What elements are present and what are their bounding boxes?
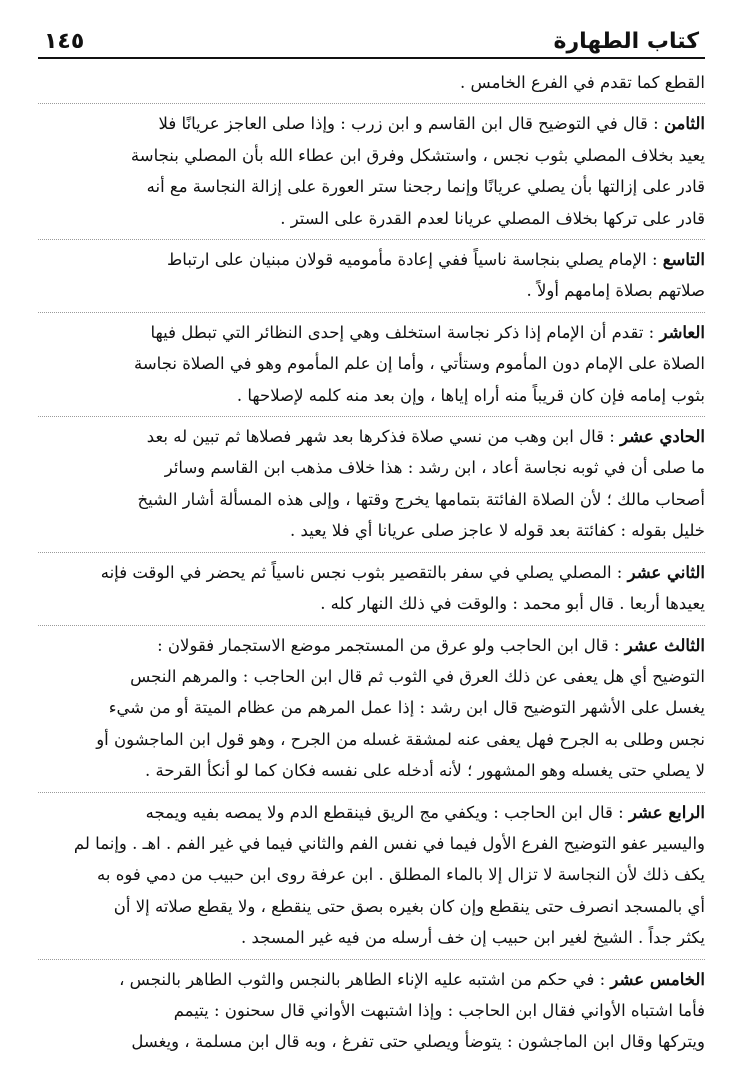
paragraph-label: التاسع: [662, 250, 705, 270]
paragraph-ninth: [38, 244, 705, 307]
page-number: ١٤٥: [44, 29, 85, 54]
text-line: القطع كما تقدم في الفرع الخامس .: [460, 73, 705, 92]
section-divider: [38, 959, 705, 960]
text-line: [38, 244, 705, 275]
line-text: : قال ابن الحاجب : ويكفي مج الريق فينقطع الدم ولا يمصه بفيه ويمجه: [145, 802, 629, 822]
section-divider: [38, 792, 705, 793]
section-divider: [38, 312, 705, 313]
text-line: لا يصلي حتى يغسله وهو المشهور ؛ لأنه أدخله على نفسه فكان كما لو أنكأ القرحة .: [144, 761, 705, 781]
text-line: [38, 317, 705, 348]
page-content: [38, 59, 705, 1058]
text-line: فأما اشتباه الأواني فقال ابن الحاجب : وإذا اشتبهت الأواني قال سحنون : يتيمم: [173, 1000, 705, 1020]
line-text: : الإمام يصلي بنجاسة ناسياً ففي إعادة مأموميه قولان مبنيان على ارتباط: [167, 250, 663, 270]
paragraph-fourteenth: [38, 797, 705, 954]
text-line: أصحاب مالك ؛ لأن الصلاة الفائتة بتمامها يخرج وقتها ، وإلى هذه المسألة أشار الشيخ: [137, 489, 705, 509]
section-divider: [38, 239, 705, 240]
text-line: نجس وطلى به الجرح فهل يعفى عنه لمشقة غسله من الجرح ، وهو قول ابن الماجشون أو: [96, 729, 705, 749]
text-line: [38, 557, 705, 588]
page-header: [38, 18, 705, 59]
section-divider: [38, 552, 705, 553]
paragraph-fifteenth: [38, 964, 705, 1058]
paragraph-label: الثاني عشر: [627, 562, 705, 582]
text-line: خليل بقوله : كفائتة بعد قوله لا عاجز صلى عريانا أي فلا يعيد .: [289, 521, 705, 541]
paragraph-tenth: [38, 317, 705, 411]
text-line: [38, 630, 705, 661]
text-line: يعيد بخلاف المصلي بثوب نجس ، واستشكل وفرق ابن عطاء الله بأن المصلي بنجاسة: [130, 145, 705, 165]
text-line: يكف ذلك لأن النجاسة لا تزال إلا بالماء المطلق . ابن عرفة روى ابن حبيب من دمي فوه به: [97, 865, 705, 885]
line-text: : قال ابن الحاجب ولو عرق من المستجمر موضع الاستجمار فقولان :: [157, 635, 625, 655]
text-line: [38, 797, 705, 828]
text-line: يغسل على الأشهر التوضيح قال ابن رشد : إذا عمل المرهم من عظام الميتة أو من شيء: [108, 698, 705, 718]
paragraph-label: الثامن: [663, 114, 705, 134]
text-line: ويتركها وقال ابن الماجشون : يتوضأ ويصلي حتى تفرغ ، وبه قال ابن مسلمة ، ويغسل: [131, 1032, 705, 1052]
section-divider: [38, 416, 705, 417]
line-text: : قال في التوضيح قال ابن القاسم و ابن زرب : وإذا صلى العاجز عريانًا فلا: [158, 114, 664, 134]
intro-paragraph: [38, 67, 705, 98]
section-divider: [38, 625, 705, 626]
text-line: [38, 421, 705, 452]
text-line: بثوب إمامه فإن كان قريباً منه أراه إياها ، وإن بعد منه كلمه لإصلاحها .: [236, 385, 705, 405]
text-line: [38, 108, 705, 139]
text-line: الصلاة على الإمام دون المأموم وستأتي ، وأما إن علم المأموم وهو في الصلاة نجاسة: [134, 354, 705, 374]
text-line: يعيدها أربعا . قال أبو محمد : والوقت في ذلك النهار كله .: [320, 594, 705, 614]
paragraph-label: الثالث عشر: [624, 635, 705, 655]
line-text: : المصلي يصلي في سفر بالتقصير بثوب نجس ناسياً ثم يحضر في الوقت فإنه: [100, 562, 628, 582]
text-line: [38, 964, 705, 995]
line-text: : تقدم أن الإمام إذا ذكر نجاسة استخلف وهي إحدى النظائر التي تبطل فيها: [150, 322, 660, 342]
paragraph-label: الرابع عشر: [628, 802, 705, 822]
text-line: قادر على إزالتها بأن يصلي عريانًا وإنما رجحنا ستر العورة على إزالة النجاسة مع أنه: [146, 177, 705, 197]
text-line: يكثر جداً . الشيخ لغير ابن حبيب إن خف أرسله من فيه غير المسجد .: [241, 928, 705, 948]
section-divider: [38, 103, 705, 104]
text-line: صلاتهم بصلاة إمامهم أولاً .: [526, 281, 705, 301]
text-line: واليسير عفو التوضيح الفرع الأول فيما في نفس الفم والثاني فيما في غير الفم . اهـ . وإنما لم: [73, 833, 705, 853]
text-line: التوضيح أي هل يعفى عن ذلك العرق في الثوب ثم قال ابن الحاجب : والمرهم النجس: [130, 666, 705, 686]
text-line: ما صلى أن في ثوبه نجاسة أعاد ، ابن رشد : هذا خلاف مذهب ابن القاسم وسائر: [164, 458, 705, 478]
paragraph-label: الحادي عشر: [620, 427, 705, 447]
paragraph-label: العاشر: [659, 322, 705, 342]
paragraph-eleventh: [38, 421, 705, 547]
paragraph-twelfth: [38, 557, 705, 620]
book-title: كتاب الطهارة: [553, 29, 699, 54]
line-text: : في حكم من اشتبه عليه الإناء الطاهر بالنجس والثوب الطاهر بالنجس ،: [119, 969, 611, 989]
paragraph-label: الخامس عشر: [610, 969, 705, 989]
text-line: أي بالمسجد انصرف حتى ينقطع وإن كان بغيره بصق حتى ينقطع ، ولا يقطع صلاته إلا أن: [113, 896, 705, 916]
paragraph-thirteenth: [38, 630, 705, 787]
paragraph-eighth: [38, 108, 705, 234]
line-text: : قال ابن وهب من نسي صلاة فذكرها بعد شهر فصلاها ثم تبين له بعد: [146, 427, 621, 447]
text-line: قادر على تركها بخلاف المصلي عريانا لعدم القدرة على الستر .: [280, 208, 705, 228]
